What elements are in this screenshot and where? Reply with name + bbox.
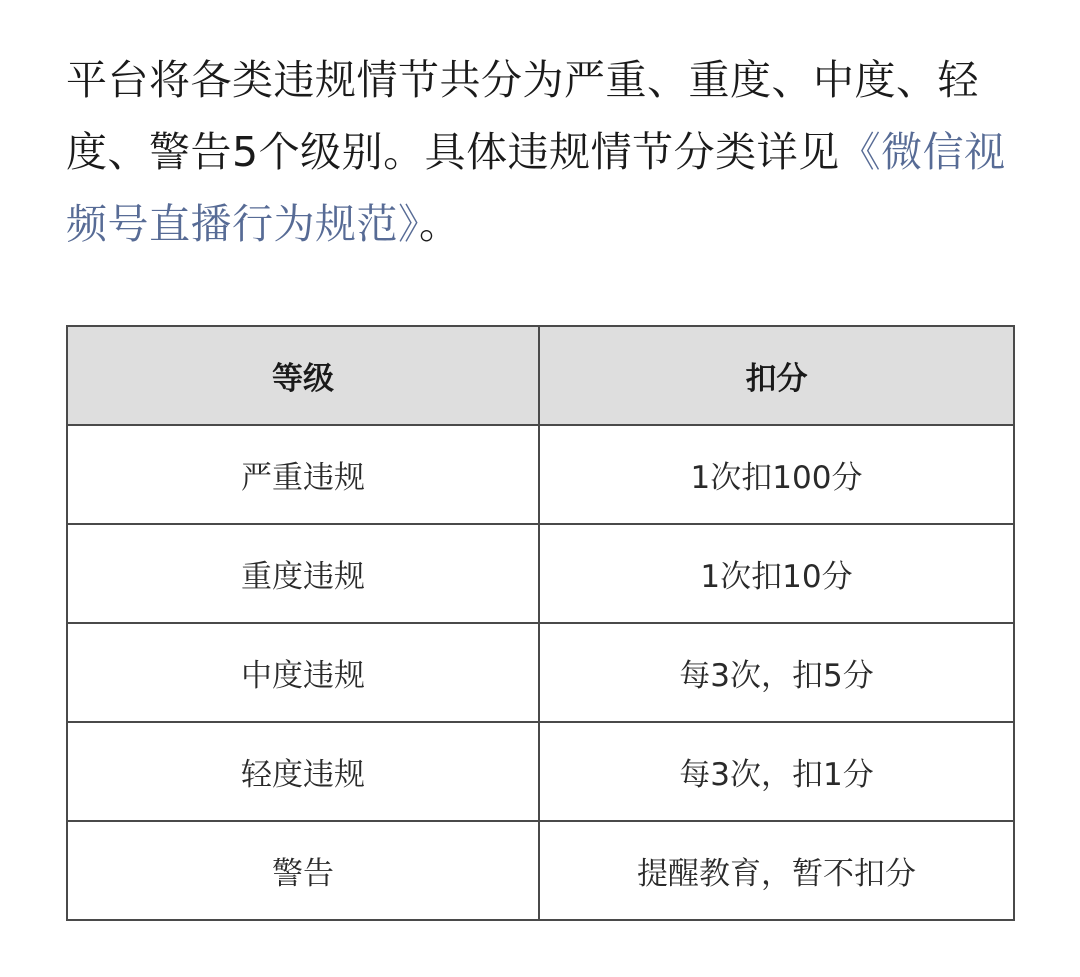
- guideline-link[interactable]: 《微信视频号直播行为规范》: [66, 128, 1006, 248]
- violation-level-table: [66, 325, 1015, 921]
- level-cell: 重度违规: [67, 524, 539, 623]
- table-header-row: [67, 326, 1014, 425]
- level-cell: 中度违规: [67, 623, 539, 722]
- level-cell: 轻度违规: [67, 722, 539, 821]
- table-row: [67, 425, 1014, 524]
- intro-text: 平台将各类违规情节共分为严重、重度、中度、轻度、警告5个级别。具体违规情节分类详见: [66, 56, 979, 176]
- level-cell: 严重违规: [67, 425, 539, 524]
- header-level: 等级: [67, 326, 539, 425]
- intro-paragraph: [66, 44, 1026, 260]
- level-cell: 警告: [67, 821, 539, 920]
- header-points: 扣分: [539, 326, 1014, 425]
- table-row: [67, 524, 1014, 623]
- table-row: [67, 623, 1014, 722]
- table-row: [67, 821, 1014, 920]
- intro-text-end: 。: [419, 200, 461, 248]
- points-cell: 1次扣10分: [539, 524, 1014, 623]
- table-row: [67, 722, 1014, 821]
- points-cell: 每3次，扣1分: [539, 722, 1014, 821]
- points-cell: 每3次，扣5分: [539, 623, 1014, 722]
- points-cell: 1次扣100分: [539, 425, 1014, 524]
- points-cell: 提醒教育，暂不扣分: [539, 821, 1014, 920]
